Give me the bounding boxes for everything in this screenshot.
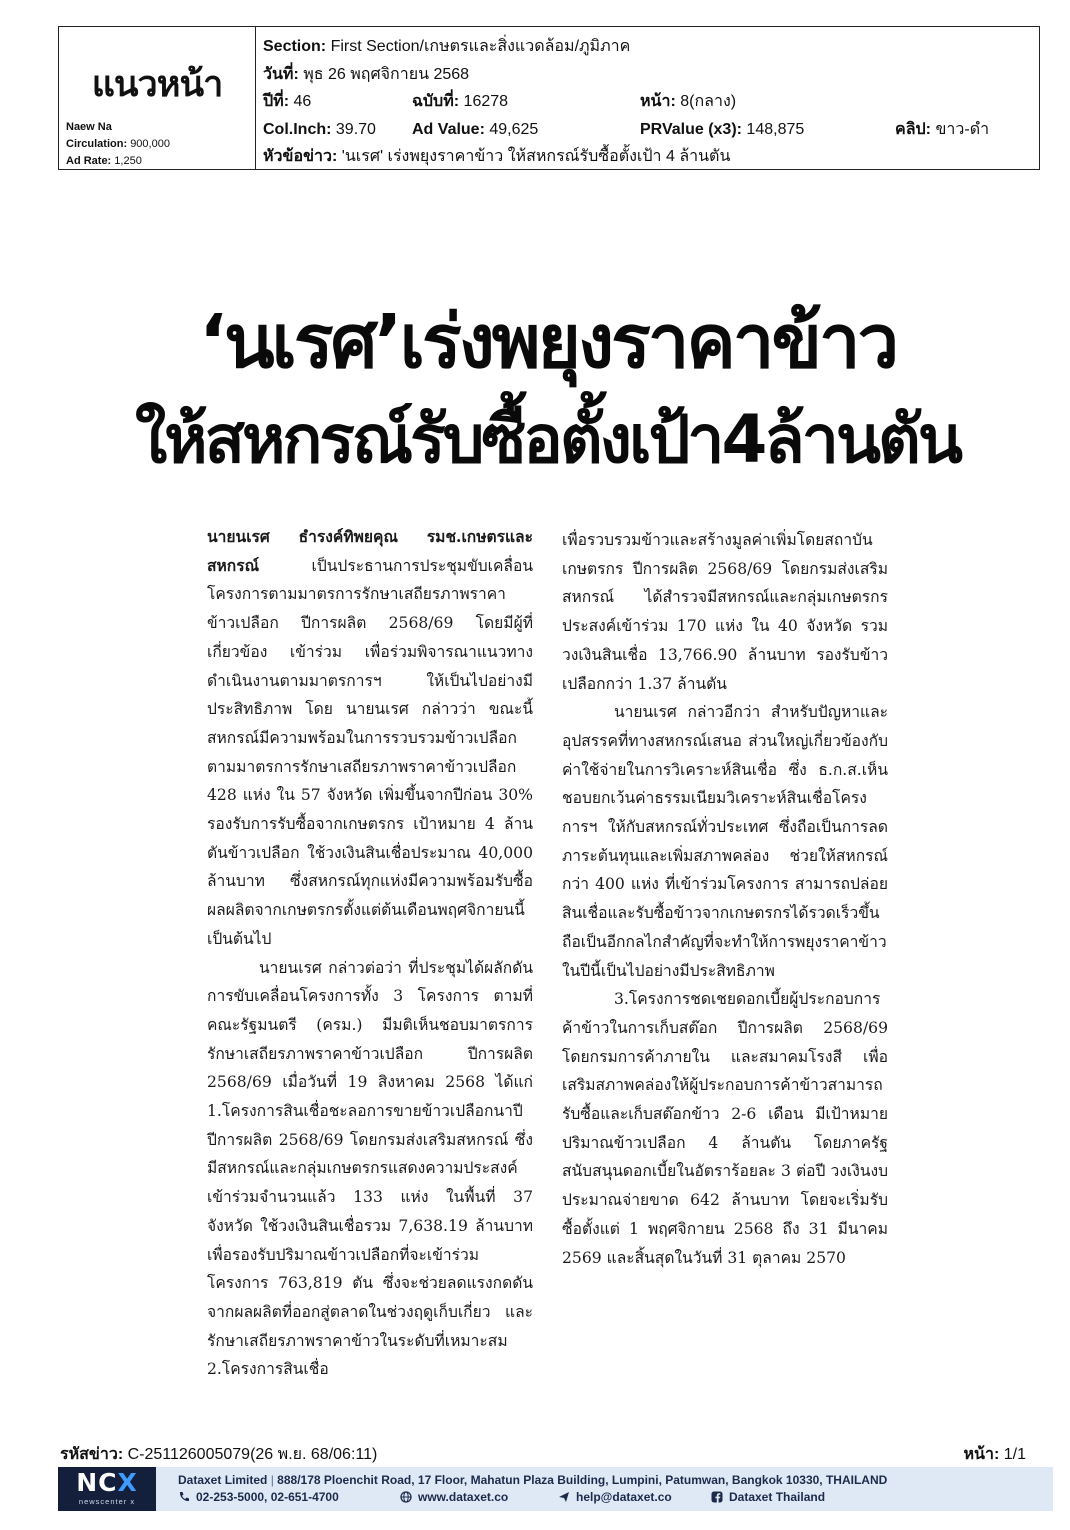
col-inch-value: 39.70: [335, 120, 376, 138]
page-count: [964, 1442, 1027, 1467]
paragraph-text: เป็นประธานการประชุมขับเคลื่อนโครงการตามมาตรการรักษาเสถียรภาพราคาข้าวเปลือก ปีการผลิต 2568/69 โดยมีผู้ที่เกี่ยวข้อง เข้าร่วม เพื่อร่วมพิจารณาแนวทางดำเนินงานตามมาตรการฯ ให้เป็นไปอย่างมีประสิทธิภาพ โดย นายนเรศ กล่าวว่า ขณะนี้สหกรณ์มีความพร้อมในการรวบรวมข้าวเปลือกตามมาตรการรักษาเสถียรภาพราคาข้าวเปลือก 428 แห่ง ใน 57 จังหวัด เพิ่มขึ้นจากปีก่อน 30% รองรับการรับซื้อจากเกษตรกร เป้าหมาย 4 ล้านตันข้าวเปลือก ใช้วงเงินสินเชื่อประมาณ 40,000 ล้านบาท ซึ่งสหกรณ์ทุกแห่งมีความพร้อมรับซื้อผลผลิตจากเกษตรกรตั้งแต่ต้นเดือนพฤศจิกายนนี้เป็นต้นไป: [207, 556, 533, 948]
page-value: 8(กลาง): [680, 93, 737, 110]
col-inch-label: Col.Inch:: [263, 120, 332, 138]
circulation-label: Circulation:: [66, 138, 128, 150]
article-paragraph: นายนเรศ กล่าวอีกว่า สำหรับปัญหาและอุปสรรคที่ทางสหกรณ์เสนอ ส่วนใหญ่เกี่ยวข้องกับค่าใช้จ่ายในการวิเคราะห์สินเชื่อ ซึ่ง ธ.ก.ส.เห็นชอบยกเว้นค่าธรรมเนียมวิเคราะห์สินเชื่อโครงการฯ ให้กับสหกรณ์ทั่วประเทศ ซึ่งถือเป็นการลดภาระต้นทุนและเพิ่มสภาพคล่อง ช่วยให้สหกรณ์กว่า 400 แห่ง ที่เข้าร่วมโครงการ สามารถปล่อยสินเชื่อและรับซื้อข้าวจากเกษตรกรได้รวดเร็วขึ้น ถือเป็นอีกกลไกสำคัญที่จะทำให้การพยุงราคาข้าวในปีนี้เป็นไปอย่างมีประสิทธิภาพ: [562, 703, 888, 980]
ncx-logo-x: X: [117, 1468, 138, 1497]
headline-line-2: ให้สหกรณ์รับซื้อตั้งเป้า4ล้านตัน: [134, 401, 961, 478]
page-count-label: หน้า:: [963, 1446, 1000, 1463]
phone-contact: [178, 1490, 339, 1504]
page-label: หน้า:: [640, 93, 676, 110]
send-icon: [558, 1491, 570, 1503]
section-label: Section:: [263, 38, 327, 55]
article-headline: [60, 292, 1035, 488]
email-contact[interactable]: [558, 1490, 672, 1504]
news-code-label: รหัสข่าว:: [60, 1446, 124, 1463]
date-value: พุธ 26 พฤศจิกายน 2568: [303, 65, 470, 83]
article-column-left: [207, 523, 533, 1384]
news-code: [60, 1442, 377, 1467]
pr-value-label: PRValue (x3):: [640, 120, 742, 138]
globe-icon: [400, 1491, 412, 1503]
clip-value: ขาว-ดำ: [935, 120, 990, 138]
year-label: ปีที่:: [263, 93, 290, 110]
publication-name: Naew Na: [66, 121, 112, 133]
lead-name: นายนเรศ ธำรงค์ทิพยคุณ รมช.เกษตรและสหกรณ์: [207, 527, 533, 575]
ad-value-value: 49,625: [489, 120, 539, 138]
clipping-header: [58, 26, 1040, 170]
news-code-value: C-251126005079(26 พ.ย. 68/06:11): [127, 1446, 378, 1463]
ncx-tagline: newscenter x: [78, 1497, 136, 1506]
email-link[interactable]: help@dataxet.co: [576, 1490, 672, 1504]
company-name: Dataxet Limited: [178, 1473, 268, 1487]
facebook-contact[interactable]: [711, 1490, 825, 1504]
clip-label: คลิป:: [895, 120, 931, 138]
facebook-icon: [711, 1491, 723, 1503]
publication-logo: แนวหน้า: [91, 64, 223, 105]
company-address: Dataxet Limited | 888/178 Ploenchit Road, 17 Floor, Mahatun Plaza Building, Lumpini, Patumwan, Bangkok 10330, THAILAND: [178, 1473, 888, 1487]
ad-value-label: Ad Value:: [412, 120, 485, 138]
issue-value: 16278: [463, 93, 509, 110]
ncx-logo: [58, 1467, 156, 1511]
clipping-metadata: [256, 27, 1039, 169]
phone-icon: [178, 1491, 190, 1503]
issue-label: ฉบับที่:: [412, 93, 460, 110]
facebook-link[interactable]: Dataxet Thailand: [729, 1490, 826, 1504]
circulation-value: 900,000: [130, 138, 170, 150]
website-contact[interactable]: [400, 1490, 508, 1504]
article-paragraph: นายนเรศ กล่าวต่อว่า ที่ประชุมได้ผลักดันการขับเคลื่อนโครงการทั้ง 3 โครงการ ตามที่คณะรัฐมนตรี (ครม.) มีมติเห็นชอบมาตรการรักษาเสถียรภาพราคาข้าวเปลือก ปีการผลิต 2568/69 เมื่อวันที่ 19 สิงหาคม 2568 ได้แก่ 1.โครงการสินเชื่อชะลอการขายข้าวเปลือกนาปี ปีการผลิต 2568/69 โดยกรมส่งเสริมสหกรณ์ ซึ่งมีสหกรณ์และกลุ่มเกษตรกรแสดงความประสงค์เข้าร่วมจำนวนแล้ว 133 แห่ง ในพื้นที่ 37 จังหวัด ใช้วงเงินสินเชื่อรวม 7,638.19 ล้านบาท เพื่อรองรับปริมาณข้าวเปลือกที่จะเข้าร่วมโครงการ 763,819 ตัน ซึ่งจะช่วยลดแรงกดดันจากผลผลิตที่ออกสู่ตลาดในช่วงฤดูเก็บเกี่ยว และรักษาเสถียรภาพราคาข้าวในระดับที่เหมาะสม 2.โครงการสินเชื่อ: [207, 958, 533, 1379]
headline-label: หัวข้อข่าว:: [263, 148, 338, 165]
year-value: 46: [293, 93, 312, 110]
website-link[interactable]: www.dataxet.co: [418, 1490, 509, 1504]
headline-line-1: ‘นเรศ’เร่งพยุงราคาข้าว: [198, 299, 897, 385]
article-paragraph: [207, 523, 533, 954]
publication-info: [66, 119, 170, 170]
article-paragraph: 3.โครงการชดเชยดอกเบี้ยผู้ประกอบการค้าข้าวในการเก็บสต๊อก ปีการผลิต 2568/69 โดยกรมการค้าภายใน และสมาคมโรงสี เพื่อเสริมสภาพคล่องให้ผู้ประกอบการค้าข้าวสามารถรับซื้อและเก็บสต๊อกข้าว 2-6 เดือน มีเป้าหมายปริมาณข้าวเปลือก 4 ล้านตัน โดยภาครัฐสนับสนุนดอกเบี้ยในอัตราร้อยละ 3 ต่อปี วงเงินงบประมาณจ่ายขาด 642 ล้านบาท โดยจะเริ่มรับซื้อตั้งแต่ 1 พฤศจิกายน 2568 ถึง 31 มีนาคม 2569 และสิ้นสุดในวันที่ 31 ตุลาคม 2570: [562, 990, 888, 1267]
phone-number: 02-253-5000, 02-651-4700: [196, 1490, 339, 1504]
pr-value-value: 148,875: [746, 120, 805, 138]
ad-rate-label: Ad Rate:: [66, 155, 112, 167]
section-value: First Section/เกษตรและสิ่งแวดล้อม/ภูมิภาค: [330, 38, 631, 55]
ncx-logo-text: NC: [76, 1468, 118, 1497]
publication-panel: [59, 27, 256, 169]
footer-bar: [58, 1467, 1053, 1511]
page-count-value: 1/1: [1003, 1446, 1026, 1463]
ad-rate-value: 1,250: [114, 155, 142, 167]
article-column-right: [562, 526, 888, 1272]
address-text: 888/178 Ploenchit Road, 17 Floor, Mahatun Plaza Building, Lumpini, Patumwan, Bangkok 10330, THAILAND: [277, 1473, 888, 1487]
headline-value: 'นเรศ' เร่งพยุงราคาข้าว ให้สหกรณ์รับซื้อตั้งเป้า 4 ล้านตัน: [341, 148, 731, 165]
article-paragraph: เพื่อรวบรวมข้าวและสร้างมูลค่าเพิ่มโดยสถาบันเกษตรกร ปีการผลิต 2568/69 โดยกรมส่งเสริมสหกรณ์ ได้สำรวจมีสหกรณ์และกลุ่มเกษตรกรประสงค์เข้าร่วม 170 แห่ง ใน 40 จังหวัด รวมวงเงินสินเชื่อ 13,766.90 ล้านบาท รองรับข้าวเปลือกกว่า 1.37 ล้านตัน: [562, 531, 888, 693]
date-label: วันที่:: [263, 65, 299, 83]
